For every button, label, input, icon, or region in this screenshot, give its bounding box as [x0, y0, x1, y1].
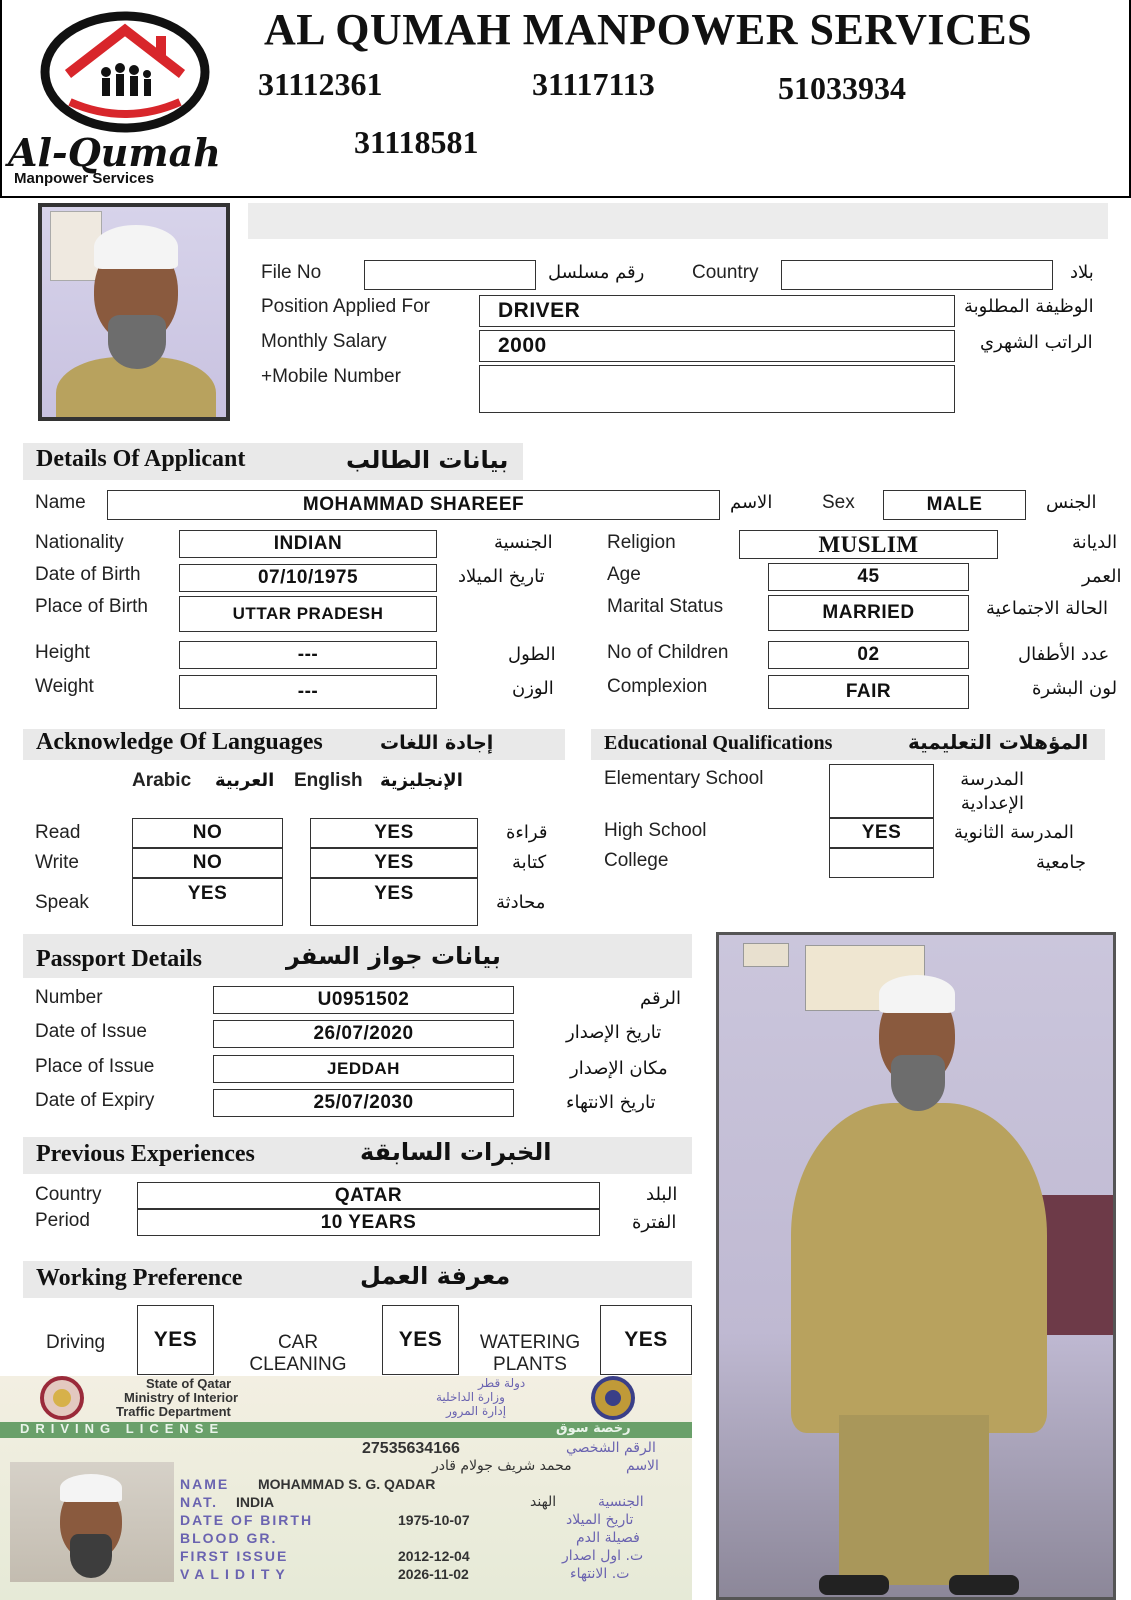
license-first-issue-value: 2012-12-04	[398, 1548, 470, 1564]
dob-label-ar: تاريخ الميلاد	[458, 566, 545, 587]
phone-number: 31117113	[532, 66, 655, 102]
passport-number-field[interactable]: U0951502	[213, 986, 514, 1014]
speak-label: Speak	[35, 892, 89, 913]
license-nat-ar-value: الهند	[530, 1494, 557, 1510]
expiry-field[interactable]: 25/07/2030	[213, 1089, 514, 1117]
children-label: No of Children	[607, 642, 729, 663]
write-label: Write	[35, 852, 79, 873]
dob-label: Date of Birth	[35, 564, 141, 585]
passport-section-title-ar: بيانات جواز السفر	[286, 942, 501, 970]
age-field[interactable]: 45	[768, 563, 969, 591]
arabic-column-label: Arabic	[132, 770, 192, 791]
complexion-field[interactable]: FAIR	[768, 675, 969, 709]
experience-section-title: Previous Experiences	[36, 1141, 255, 1167]
elementary-field[interactable]	[829, 764, 934, 818]
read-english-field[interactable]: YES	[310, 818, 478, 848]
company-name: AL QUMAH MANPOWER SERVICES	[264, 5, 1033, 54]
age-label-ar: العمر	[1082, 566, 1122, 587]
elementary-label: Elementary School	[604, 768, 764, 789]
sex-field[interactable]: MALE	[883, 490, 1026, 520]
children-label-ar: عدد الأطفال	[1018, 644, 1110, 665]
mobile-label: +Mobile Number	[261, 366, 401, 387]
watering-label: WATERING PLANTS	[479, 1332, 581, 1375]
religion-label-ar: الديانة	[1072, 532, 1118, 553]
issue-date-field[interactable]: 26/07/2020	[213, 1020, 514, 1048]
license-department: Traffic Department	[116, 1404, 231, 1419]
name-label-ar: الاسم	[730, 492, 773, 513]
license-ministry-ar: وزارة الداخلية	[436, 1390, 505, 1404]
speak-english-field[interactable]: YES	[310, 878, 478, 926]
high-school-label-ar: المدرسة الثانوية	[954, 822, 1074, 843]
experience-section-title-ar: الخبرات السابقة	[360, 1138, 552, 1166]
issue-place-label-ar: مكان الإصدار	[570, 1058, 668, 1079]
name-label: Name	[35, 492, 86, 513]
applicant-section-title-ar: بيانات الطالب	[346, 446, 509, 474]
languages-section-title-ar: إجادة اللغات	[380, 732, 494, 754]
license-name-label-ar: الاسم	[626, 1458, 659, 1474]
experience-period-field[interactable]: 10 YEARS	[137, 1209, 600, 1236]
read-label-ar: قراءة	[506, 822, 548, 843]
license-nat-key: NAT.	[180, 1494, 219, 1510]
working-section-title-ar: معرفة العمل	[360, 1262, 511, 1290]
license-state-ar: دولة قطر	[478, 1376, 526, 1390]
read-arabic-field[interactable]: NO	[132, 818, 283, 848]
license-blood-key: BLOOD GR.	[180, 1530, 278, 1546]
weight-label-ar: الوزن	[512, 678, 554, 699]
high-school-label: High School	[604, 820, 707, 841]
logo-name: Al-Qumah	[8, 130, 221, 175]
license-department-ar: إدارة المرور	[446, 1404, 507, 1418]
education-section-title: Educational Qualifications	[604, 732, 833, 754]
name-field[interactable]: MOHAMMAD SHAREEF	[107, 490, 720, 520]
college-label: College	[604, 850, 669, 871]
nationality-field[interactable]: INDIAN	[179, 530, 437, 558]
experience-country-label-ar: البلد	[646, 1184, 678, 1205]
position-label: Position Applied For	[261, 296, 430, 317]
nationality-label: Nationality	[35, 532, 124, 553]
nationality-label-ar: الجنسية	[494, 532, 553, 553]
company-logo	[8, 6, 253, 191]
country-label: Country	[692, 262, 759, 283]
dob-field[interactable]: 07/10/1975	[179, 564, 437, 592]
letterhead	[0, 0, 1131, 198]
experience-period-label-ar: الفترة	[632, 1212, 677, 1233]
experience-country-label: Country	[35, 1184, 102, 1205]
height-label: Height	[35, 642, 90, 663]
marital-field[interactable]: MARRIED	[768, 595, 969, 631]
languages-section-title: Acknowledge Of Languages	[36, 729, 323, 755]
passport-number-label-ar: الرقم	[640, 988, 682, 1009]
position-field[interactable]: DRIVER	[479, 295, 955, 327]
college-field[interactable]	[829, 848, 934, 878]
license-id-label-ar: الرقم الشخصي	[566, 1440, 656, 1456]
experience-period-label: Period	[35, 1210, 90, 1231]
applicant-section-title: Details Of Applicant	[36, 446, 246, 472]
write-arabic-field[interactable]: NO	[132, 848, 283, 878]
read-label: Read	[35, 822, 81, 843]
english-column-label-ar: الإنجليزية	[380, 770, 463, 791]
logo-subtitle: Manpower Services	[14, 170, 155, 187]
license-ministry: Ministry of Interior	[124, 1390, 239, 1405]
weight-field[interactable]: ---	[179, 675, 437, 709]
passport-section-title: Passport Details	[36, 946, 202, 972]
experience-country-field[interactable]: QATAR	[137, 1182, 600, 1209]
qatar-emblem-icon	[22, 1376, 102, 1420]
car-cleaning-label: CAR CLEANING	[249, 1332, 347, 1375]
license-id-number: 27535634166	[362, 1440, 460, 1457]
high-school-field[interactable]: YES	[829, 818, 934, 848]
license-holder-photo	[10, 1462, 174, 1582]
education-section-title-ar: المؤهلات التعليمية	[908, 730, 1089, 754]
college-label-ar: جامعية	[1036, 852, 1087, 873]
applicant-portrait-photo	[38, 203, 230, 421]
weight-label: Weight	[35, 676, 94, 697]
height-label-ar: الطول	[508, 644, 556, 665]
elementary-label-ar: المدرسة الإعدادية	[960, 769, 1024, 814]
english-column-label: English	[294, 770, 363, 791]
religion-label: Religion	[607, 532, 676, 553]
mobile-field[interactable]	[479, 365, 955, 413]
gcc-emblem-icon	[578, 1376, 648, 1420]
license-name-value: MOHAMMAD S. G. QADAR	[258, 1476, 436, 1492]
issue-place-label: Place of Issue	[35, 1056, 155, 1077]
issue-place-field[interactable]: JEDDAH	[213, 1055, 514, 1083]
license-validity-key: VALIDITY	[180, 1566, 291, 1582]
license-first-issue-label-ar: ت. اول اصدار	[562, 1548, 644, 1564]
sex-label-ar: الجنس	[1046, 492, 1097, 513]
license-dob-label-ar: تاريخ الميلاد	[566, 1512, 634, 1528]
country-field[interactable]	[781, 260, 1053, 290]
children-field[interactable]: 02	[768, 641, 969, 669]
license-name-key: NAME	[180, 1476, 230, 1492]
driving-field[interactable]: YES	[137, 1305, 214, 1375]
license-state: State of Qatar	[146, 1376, 232, 1391]
phone-number: 31112361	[258, 66, 383, 102]
license-title: DRIVING LICENSE	[20, 1421, 225, 1436]
marital-label: Marital Status	[607, 596, 724, 617]
speak-arabic-field[interactable]: YES	[132, 878, 283, 926]
country-label-ar: بلاد	[1070, 262, 1094, 283]
issue-date-label: Date of Issue	[35, 1021, 147, 1042]
file-no-label: File No	[261, 262, 322, 283]
arabic-column-label-ar: العربية	[215, 770, 275, 791]
working-section-title: Working Preference	[36, 1265, 243, 1291]
pob-field[interactable]: UTTAR PRADESH	[179, 596, 437, 632]
marital-label-ar: الحالة الاجتماعية	[986, 598, 1108, 619]
write-label-ar: كتابة	[512, 852, 547, 873]
salary-label-ar: الراتب الشهري	[980, 332, 1093, 353]
license-blood-label-ar: فصيلة الدم	[576, 1530, 640, 1546]
religion-field[interactable]: MUSLIM	[739, 530, 998, 559]
watering-field[interactable]: YES	[600, 1305, 692, 1375]
license-name-ar-value: محمد شريف جولام قادر	[432, 1458, 572, 1474]
write-english-field[interactable]: YES	[310, 848, 478, 878]
license-nat-value: INDIA	[236, 1494, 275, 1510]
license-dob-key: DATE OF BIRTH	[180, 1512, 314, 1528]
license-validity-value: 2026-11-02	[398, 1566, 469, 1582]
applicant-full-body-photo	[716, 932, 1116, 1600]
speak-label-ar: محادثة	[496, 892, 546, 913]
passport-number-label: Number	[35, 987, 103, 1008]
salary-field[interactable]: 2000	[479, 330, 955, 362]
license-nat-label-ar: الجنسية	[598, 1494, 644, 1510]
expiry-label-ar: تاريخ الانتهاء	[566, 1092, 656, 1113]
age-label: Age	[607, 564, 641, 585]
car-cleaning-field[interactable]: YES	[382, 1305, 459, 1375]
driving-label: Driving	[46, 1332, 106, 1353]
file-no-label-ar: رقم مسلسل	[548, 262, 645, 283]
height-field[interactable]: ---	[179, 641, 437, 669]
sex-label: Sex	[822, 492, 855, 513]
phone-number: 51033934	[778, 70, 906, 106]
license-first-issue-key: FIRST ISSUE	[180, 1548, 289, 1564]
issue-date-label-ar: تاريخ الإصدار	[566, 1022, 662, 1043]
file-no-field[interactable]	[364, 260, 536, 290]
license-title-ar: رخصة سوق	[556, 1421, 631, 1436]
license-validity-label-ar: ت. الانتهاء	[570, 1566, 630, 1582]
position-label-ar: الوظيفة المطلوبة	[964, 296, 1094, 317]
driving-license-card	[0, 1376, 692, 1600]
phone-number: 31118581	[354, 124, 479, 160]
pob-label: Place of Birth	[35, 596, 148, 617]
expiry-label: Date of Expiry	[35, 1090, 155, 1111]
top-banner	[248, 203, 1108, 239]
complexion-label-ar: لون البشرة	[1032, 678, 1118, 699]
salary-label: Monthly Salary	[261, 331, 387, 352]
complexion-label: Complexion	[607, 676, 708, 697]
license-dob-value: 1975-10-07	[398, 1512, 470, 1528]
